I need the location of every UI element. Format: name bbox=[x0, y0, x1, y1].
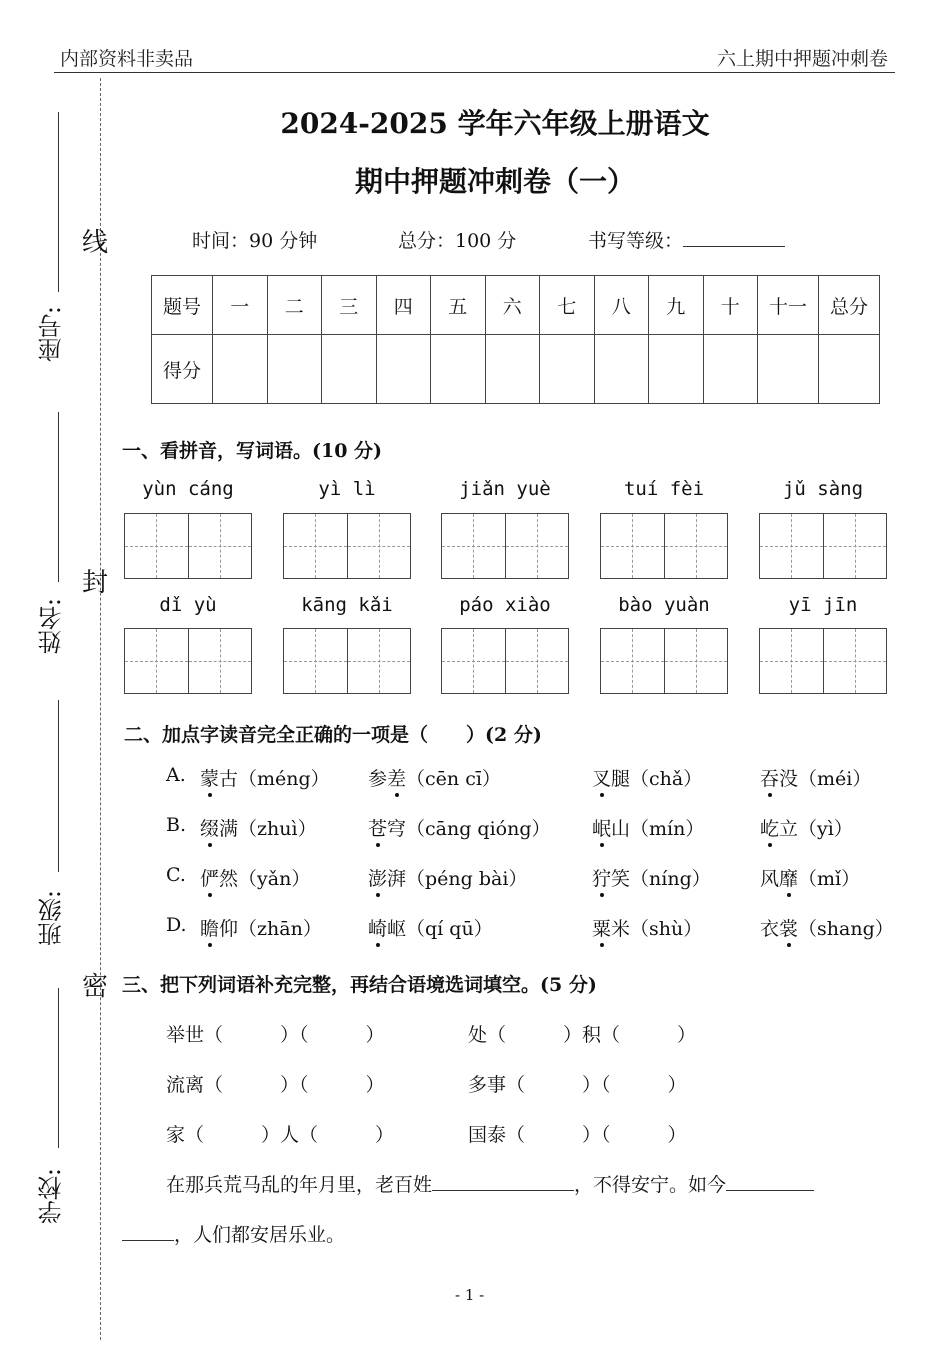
header-cell: 九 bbox=[649, 276, 704, 335]
page-number: - 1 - bbox=[455, 1286, 485, 1304]
score-cell[interactable] bbox=[322, 335, 377, 404]
score-cell[interactable] bbox=[649, 335, 704, 404]
option-label: A. bbox=[166, 764, 186, 786]
binding-dashed-line bbox=[100, 78, 101, 1340]
option-item: 澎湃（péng bài） bbox=[368, 864, 527, 891]
class-label: 班级: bbox=[38, 890, 66, 947]
header-cell: 三 bbox=[322, 276, 377, 335]
score-table bbox=[151, 275, 880, 404]
writing-grid-box[interactable] bbox=[600, 513, 728, 579]
sentence-part: 在那兵荒马乱的年月里，老百姓 bbox=[166, 1174, 433, 1196]
score-cell[interactable] bbox=[758, 335, 819, 404]
fill-in-phrase: 国泰（ ）（ ） bbox=[468, 1124, 687, 1146]
header-cell: 七 bbox=[540, 276, 595, 335]
pinyin-label: páo xiào bbox=[459, 594, 551, 616]
header-cell: 十一 bbox=[758, 276, 819, 335]
writing-grid-box[interactable] bbox=[600, 628, 728, 694]
seal-char-seal: 封 bbox=[82, 568, 109, 598]
score-cell[interactable] bbox=[819, 335, 880, 404]
sentence-part: ，不得安宁。如今 bbox=[574, 1174, 727, 1196]
writing-grid-box[interactable] bbox=[441, 513, 569, 579]
context-sentence-cont bbox=[122, 1220, 345, 1247]
writing-grade-blank[interactable] bbox=[683, 246, 785, 247]
writing-grade-label: 书写等级： bbox=[588, 230, 684, 252]
header-cell: 五 bbox=[431, 276, 486, 335]
header-cell: 八 bbox=[594, 276, 649, 335]
option-item: 衣裳（shang） bbox=[760, 914, 894, 941]
header-cell: 一 bbox=[213, 276, 268, 335]
margin-line bbox=[58, 700, 59, 872]
score-cell[interactable] bbox=[376, 335, 431, 404]
margin-line bbox=[58, 988, 59, 1148]
option-item: 吞没（méi） bbox=[760, 764, 871, 791]
writing-grade bbox=[588, 226, 785, 253]
pinyin-label: yùn cáng bbox=[142, 478, 234, 500]
header-cell: 总分 bbox=[819, 276, 880, 335]
header-cell: 十 bbox=[703, 276, 758, 335]
page-title: 2024-2025 学年六年级上册语文 bbox=[280, 107, 710, 140]
option-item: 岷山（mín） bbox=[592, 814, 704, 841]
option-label: D. bbox=[166, 914, 187, 936]
option-item: 瞻仰（zhān） bbox=[200, 914, 322, 941]
school-label: 学校: bbox=[38, 1168, 66, 1225]
answer-blank-cont[interactable] bbox=[122, 1240, 174, 1241]
score-cell[interactable] bbox=[213, 335, 268, 404]
header-cell: 四 bbox=[376, 276, 431, 335]
option-label: B. bbox=[166, 814, 187, 836]
option-item: 俨然（yǎn） bbox=[200, 864, 310, 891]
section-3-title: 三、把下列词语补充完整，再结合语境选词填空。(5 分) bbox=[122, 974, 597, 996]
pinyin-label: dǐ yù bbox=[159, 594, 217, 616]
writing-grid-box[interactable] bbox=[124, 513, 252, 579]
option-item: 粟米（shù） bbox=[592, 914, 702, 941]
header-left: 内部资料非卖品 bbox=[60, 48, 194, 70]
fill-in-phrase: 多事（ ）（ ） bbox=[468, 1074, 687, 1096]
writing-grid-box[interactable] bbox=[283, 513, 411, 579]
seal-char-line: 线 bbox=[82, 228, 109, 258]
margin-line bbox=[58, 412, 59, 582]
option-item: 狞笑（níng） bbox=[592, 864, 711, 891]
answer-blank[interactable] bbox=[432, 1190, 574, 1191]
score-row-label: 得分 bbox=[152, 335, 213, 404]
option-label: C. bbox=[166, 864, 186, 886]
pinyin-label: jiǎn yuè bbox=[459, 478, 551, 500]
writing-grid-box[interactable] bbox=[441, 628, 569, 694]
pinyin-label: tuí fèi bbox=[623, 478, 705, 500]
score-cell[interactable] bbox=[267, 335, 322, 404]
header-divider bbox=[54, 72, 895, 73]
option-item: 缀满（zhuì） bbox=[200, 814, 317, 841]
answer-blank[interactable] bbox=[726, 1190, 814, 1191]
context-sentence bbox=[166, 1170, 814, 1197]
option-item: 苍穹（cāng qióng） bbox=[368, 814, 551, 841]
section-2-title: 二、加点字读音完全正确的一项是（ ）(2 分) bbox=[124, 724, 542, 746]
score-cell[interactable] bbox=[540, 335, 595, 404]
sentence-part: ，人们都安居乐业。 bbox=[174, 1224, 346, 1246]
option-item: 蒙古（méng） bbox=[200, 764, 330, 791]
exam-total: 总分：100 分 bbox=[398, 230, 517, 252]
option-item: 崎岖（qí qū） bbox=[368, 914, 493, 941]
score-table-score-row bbox=[152, 335, 880, 404]
exam-time: 时间：90 分钟 bbox=[192, 230, 318, 252]
pinyin-label: bào yuàn bbox=[618, 594, 710, 616]
fill-in-phrase: 举世（ ）（ ） bbox=[166, 1024, 385, 1046]
seal-char-secret: 密 bbox=[82, 972, 109, 1002]
header-right: 六上期中押题冲刺卷 bbox=[716, 48, 888, 70]
fill-in-phrase: 处（ ）积（ ） bbox=[468, 1024, 697, 1046]
header-cell: 题号 bbox=[152, 276, 213, 335]
page-subtitle: 期中押题冲刺卷（一） bbox=[354, 165, 635, 198]
option-item: 参差（cēn cī） bbox=[368, 764, 501, 791]
score-cell[interactable] bbox=[703, 335, 758, 404]
score-cell[interactable] bbox=[594, 335, 649, 404]
header-cell: 六 bbox=[485, 276, 540, 335]
score-cell[interactable] bbox=[431, 335, 486, 404]
name-label: 姓名: bbox=[38, 598, 66, 655]
pinyin-label: kāng kǎi bbox=[301, 594, 393, 616]
option-item: 风靡（mǐ） bbox=[760, 864, 860, 891]
pinyin-label: jǔ sàng bbox=[782, 478, 864, 500]
seat-label: 座号: bbox=[38, 306, 66, 363]
writing-grid-box[interactable] bbox=[124, 628, 252, 694]
pinyin-label: yī jīn bbox=[788, 594, 858, 616]
margin-line bbox=[58, 112, 59, 292]
fill-in-phrase: 流离（ ）（ ） bbox=[166, 1074, 385, 1096]
header-cell: 二 bbox=[267, 276, 322, 335]
pinyin-label: yì lì bbox=[318, 478, 376, 500]
option-item: 叉腿（chǎ） bbox=[592, 764, 702, 791]
writing-grid-box[interactable] bbox=[759, 513, 887, 579]
section-1-title: 一、看拼音，写词语。(10 分) bbox=[122, 440, 383, 462]
writing-grid-box[interactable] bbox=[759, 628, 887, 694]
fill-in-phrase: 家（ ）人（ ） bbox=[166, 1124, 395, 1146]
writing-grid-box[interactable] bbox=[283, 628, 411, 694]
score-table-header-row bbox=[152, 276, 880, 335]
option-item: 屹立（yì） bbox=[760, 814, 853, 841]
score-cell[interactable] bbox=[485, 335, 540, 404]
